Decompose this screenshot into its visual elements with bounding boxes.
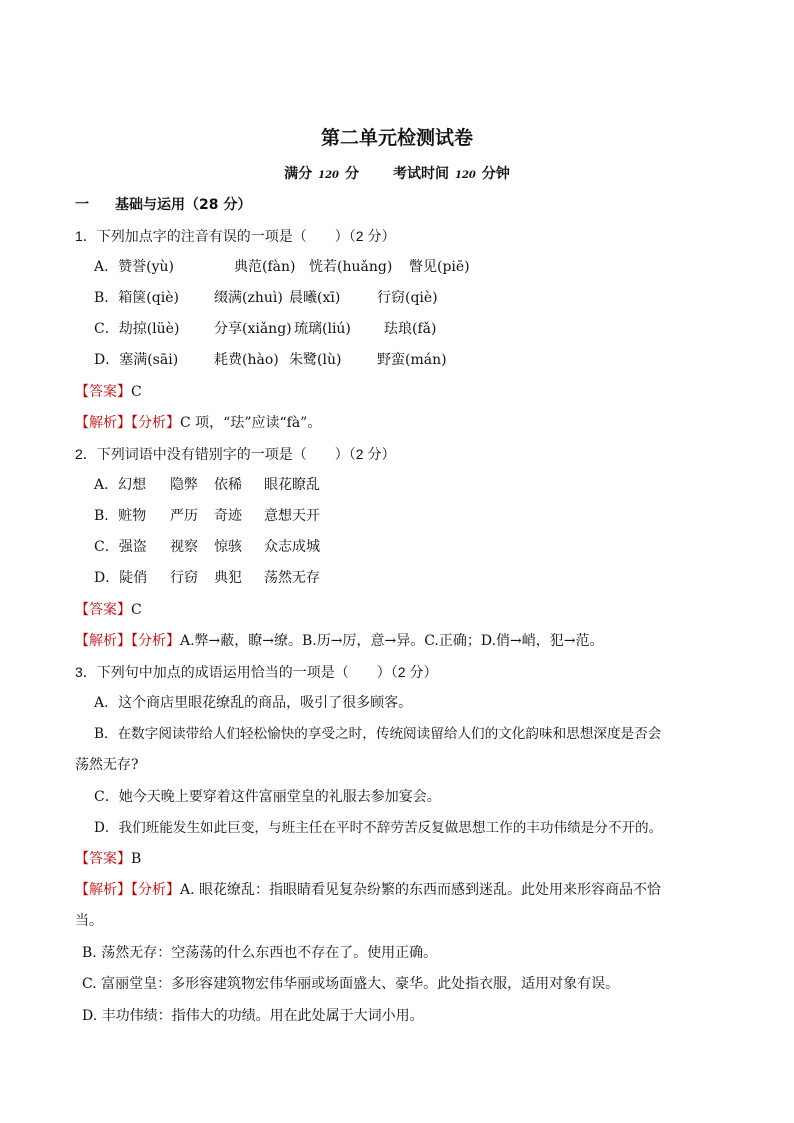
option-text: A．幻想 (94, 477, 147, 493)
option-text: 耗费(hào) (214, 352, 279, 368)
option-text: D．陡俏 (94, 570, 148, 586)
option-text: 典范(fàn) (234, 259, 296, 275)
question-3-option-b: B．在数字阅读带给人们轻松愉快的享受之时，传统阅读留给人们的文化韵味和思想深度是否会 (94, 726, 662, 742)
option-text: 依稀 (214, 477, 242, 493)
answer-value: C (131, 602, 142, 618)
time-label: 考试时间 (393, 166, 449, 182)
score-unit: 分 (345, 166, 359, 182)
option-text: 意想天开 (264, 508, 320, 524)
analysis-tag: 【解析】【分析】 (75, 415, 180, 431)
page-title: 第二单元检测试卷 (320, 127, 473, 149)
answer-value: C (131, 384, 142, 400)
question-2-answer (75, 600, 142, 620)
score-value: 120 (318, 170, 339, 181)
option-text: 琉璃(liú) (294, 321, 351, 337)
question-3-analysis-cont: 当。 (75, 913, 103, 929)
option-text: 缀满(zhuì) (214, 290, 283, 306)
option-text: 视察 (170, 539, 198, 555)
option-text: 行窃 (170, 570, 198, 586)
option-text: B．箱箧(qiè) (94, 290, 179, 306)
exam-info (0, 163, 794, 187)
question-3-analysis (75, 880, 661, 900)
option-text: 众志成城 (264, 539, 320, 555)
question-3-option-a: A．这个商店里眼花缭乱的商品，吸引了很多顾客。 (94, 695, 413, 711)
score-label: 满分 (284, 166, 313, 182)
option-text: 分享(xiǎng) (214, 321, 292, 337)
question-3-analysis-d: D. 丰功伟绩：指伟大的功绩。用在此处属于大词小用。 (82, 1008, 424, 1024)
question-3-option-d: D．我们班能发生如此巨变，与班主任在平时不辞劳苦反复做思想工作的丰功伟绩是分不开的。 (94, 820, 663, 836)
option-text: 奇迹 (214, 508, 242, 524)
option-text: C．劫掠(lüè) (94, 321, 180, 337)
answer-value: B (131, 851, 142, 867)
question-2-option-c (94, 537, 320, 557)
option-text: 珐琅(fǎ) (384, 321, 437, 337)
question-2-option-a (94, 475, 320, 495)
question-1-option-c (94, 319, 436, 339)
question-3-option-b-cont: 荡然无存? (75, 757, 139, 773)
answer-tag: 【答案】 (75, 851, 131, 867)
question-1-option-b (94, 288, 438, 308)
section-number: 一 (75, 197, 89, 213)
question-3-analysis-b: B. 荡然无存：空荡荡的什么东西也不存在了。使用正确。 (82, 945, 438, 961)
analysis-text: A.弊→蔽，瞭→缭。B.历→厉，意→异。C.正确；D.俏→峭，犯→范。 (180, 633, 604, 649)
option-text: 朱鹭(lù) (289, 352, 342, 368)
question-3-answer (75, 849, 141, 869)
question-3-option-c: C．她今天晚上要穿着这件富丽堂皇的礼服去参加宴会。 (94, 789, 441, 805)
analysis-tag: 【解析】【分析】 (75, 633, 180, 649)
question-2-analysis (75, 631, 604, 651)
option-text: C．强盗 (94, 539, 147, 555)
question-1-option-a (94, 257, 470, 277)
question-3-analysis-c: C. 富丽堂皇：多形容建筑物宏伟华丽或场面盛大、豪华。此处指衣服，适用对象有误。 (82, 976, 620, 992)
option-text: 荡然无存 (264, 570, 320, 586)
option-text: 瞥见(piē) (409, 259, 470, 275)
question-1-option-d (94, 350, 447, 370)
option-text: 行窃(qiè) (377, 290, 438, 306)
question-2-stem: 2．下列词语中没有错别字的一项是（ ）（2 分） (75, 446, 396, 462)
analysis-text: C 项，“珐”应读“fà”。 (180, 415, 322, 431)
option-text: 晨曦(xī) (289, 290, 341, 306)
option-text: 眼花瞭乱 (264, 477, 320, 493)
analysis-text: A. 眼花缭乱：指眼睛看见复杂纷繁的东西而感到迷乱。此处用来形容商品不恰 (180, 882, 662, 898)
answer-tag: 【答案】 (75, 384, 131, 400)
option-text: 隐弊 (170, 477, 198, 493)
question-1-stem: 1．下列加点字的注音有误的一项是（ ）（2 分） (75, 228, 396, 244)
option-text: B．赃物 (94, 508, 147, 524)
question-2-option-b (94, 506, 320, 526)
option-text: 惊骇 (214, 539, 242, 555)
question-2-option-d (94, 568, 320, 588)
answer-tag: 【答案】 (75, 602, 131, 618)
option-text: D．塞满(sāi) (94, 352, 179, 368)
option-text: 典犯 (214, 570, 242, 586)
section-label: 基础与运用（28 分） (115, 197, 252, 213)
analysis-tag: 【解析】【分析】 (75, 882, 180, 898)
time-value: 120 (455, 170, 476, 181)
question-1-answer (75, 382, 142, 402)
question-1-analysis (75, 413, 321, 433)
option-text: 严历 (170, 508, 198, 524)
section-heading (75, 195, 251, 215)
option-text: 恍若(huǎng) (309, 259, 393, 275)
option-text: 野蛮(mán) (377, 352, 447, 368)
option-text: A．赞誉(yù) (94, 259, 174, 275)
time-unit: 分钟 (481, 166, 510, 182)
question-3-stem: 3．下列句中加点的成语运用恰当的一项是（ ）（2 分） (75, 664, 438, 680)
